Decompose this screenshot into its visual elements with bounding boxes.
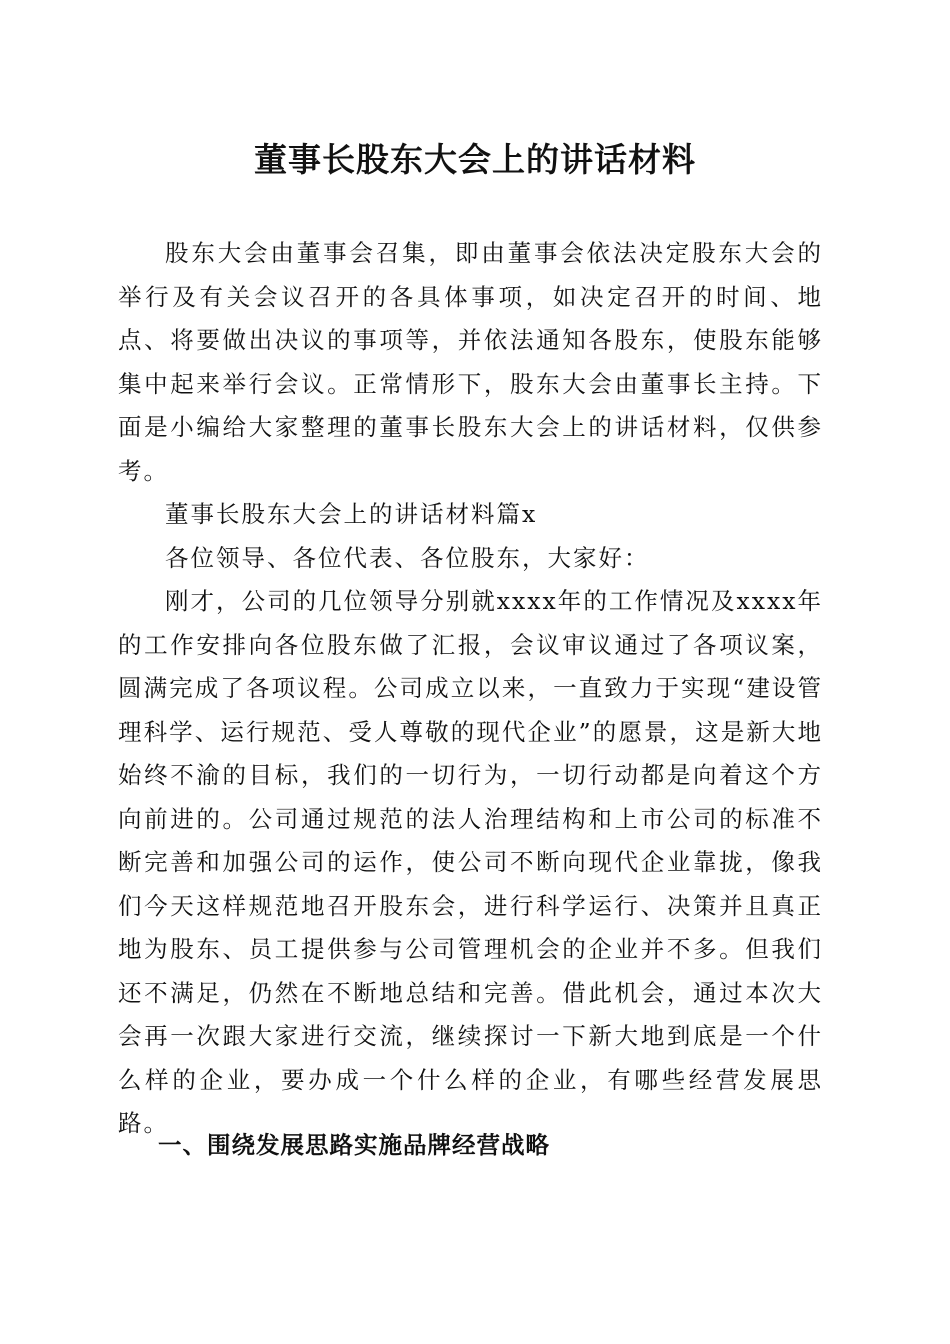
document-title: 董事长股东大会上的讲话材料 [254,140,696,179]
document-body [118,232,823,1146]
speech-paragraph: 刚才，公司的几位领导分别就xxxx年的工作情况及xxxx年的工作安排向各位股东做了汇报，会议审议通过了各项议案，圆满完成了各项议程。公司成立以来，一直致力于实现“建设管理科学、运行规范、受人尊敬的现代企业”的愿景，这是新大地始终不渝的目标，我们的一切行为，一切行动都是向着这个方向前进的。公司通过规范的法人治理结构和上市公司的标准不断完善和加强公司的运作，使公司不断向现代企业靠拢，像我们今天这样规范地召开股东会，进行科学运行、决策并且真正地为股东、员工提供参与公司管理机会的企业并不多。但我们还不满足，仍然在不断地总结和完善。借此机会，通过本次大会再一次跟大家进行交流，继续探讨一下新大地到底是一个什么样的企业，要办成一个什么样的企业，有哪些经营发展思路。 [118,587,823,1137]
intro-paragraph: 股东大会由董事会召集，即由董事会依法决定股东大会的举行及有关会议召开的各具体事项，如决定召开的时间、地点、将要做出决议的事项等，并依法通知各股东，使股东能够集中起来举行会议。正常情形下，股东大会由董事长主持。下面是小编给大家整理的董事长股东大会上的讲话材料，仅供参考。 [118,239,823,485]
speech-subtitle: 董事长股东大会上的讲话材料篇x [165,500,538,528]
speech-greeting: 各位领导、各位代表、各位股东，大家好： [165,543,650,572]
section-heading: 一、围绕发展思路实施品牌经营战略 [158,1131,550,1159]
